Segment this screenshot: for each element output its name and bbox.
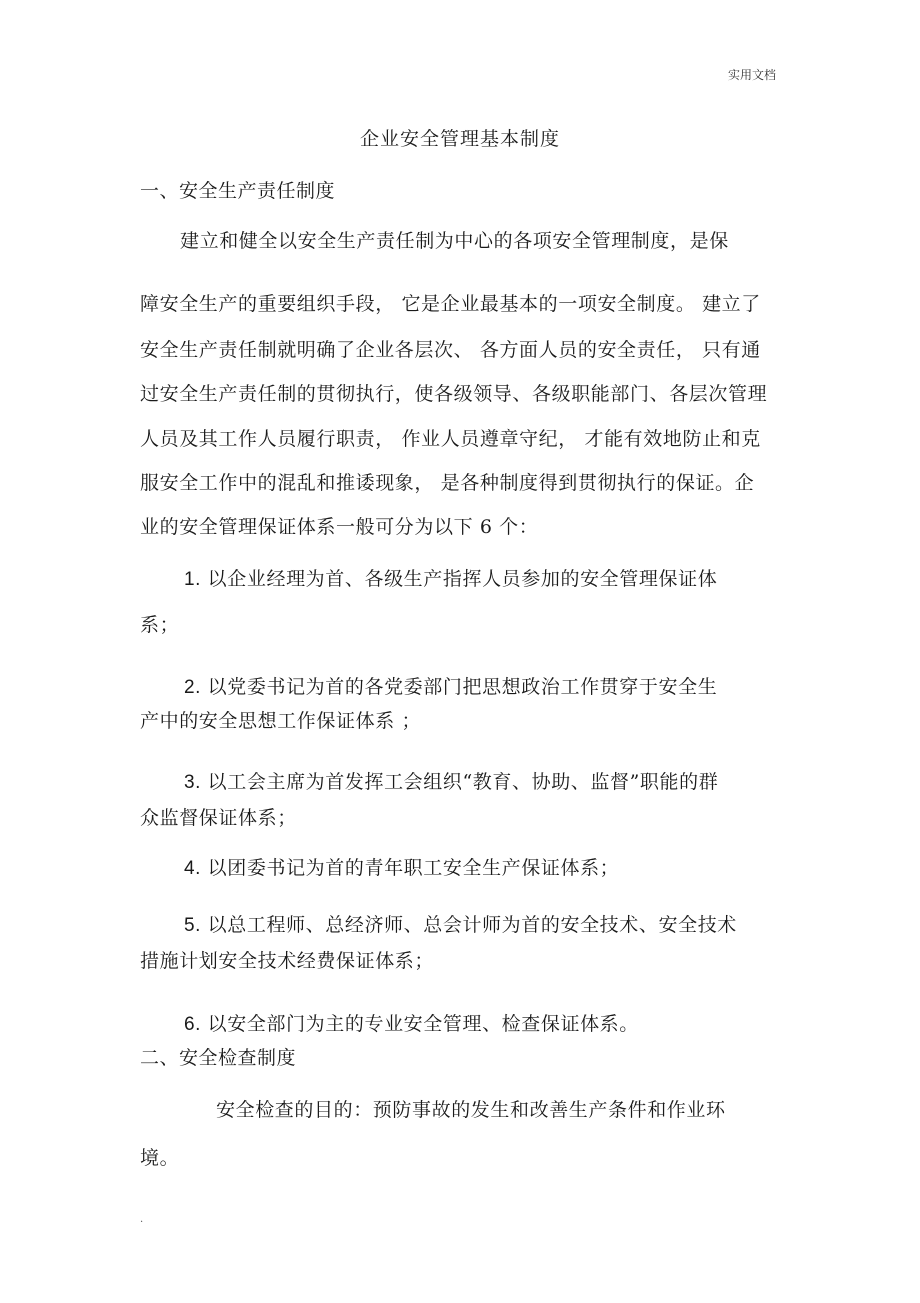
list-text: 以总工程师、总经济师、总会计师为首的安全技术、安全技术 [201,914,737,936]
list-text: 以安全部门为主的专业安全管理、检查保证体系。 [201,1013,639,1035]
list-item-1 [184,564,717,591]
section-heading-2: 二、安全检查制度 [140,1047,297,1069]
list-item-4 [184,853,619,880]
list-item-2 [184,672,717,699]
list-item-2-cont: 产中的安全思想工作保证体系 ； [140,710,422,732]
list-number: 4. [184,858,202,879]
list-item-1-cont: 系； [140,614,180,636]
list-item-5-cont: 措施计划安全技术经费保证体系； [140,950,435,972]
list-item-3 [184,767,718,794]
list-number: 1. [184,569,202,590]
list-number: 5. [184,915,202,936]
list-text: 以团委书记为首的青年职工安全生产保证体系； [201,857,620,879]
footer-mark: . [140,1214,144,1225]
paragraph-line: 障安全生产的重要组织手段， 它是企业最基本的一项安全制度。 建立了 [140,293,761,315]
list-text: 以党委书记为首的各党委部门把思想政治工作贯穿于安全生 [201,676,718,698]
list-number: 3. [184,772,202,793]
paragraph-line: 业的安全管理保证体系一般可分为以下 6 个： [140,516,539,538]
list-item-5 [184,910,737,937]
list-text: 以企业经理为首、各级生产指挥人员参加的安全管理保证体 [201,568,718,590]
paragraph-line: 安全检查的目的：预防事故的发生和改善生产条件和作业环 [216,1099,726,1121]
document-title: 企业安全管理基本制度 [359,128,560,150]
list-item-3-cont: 众监督保证体系； [140,807,297,829]
paragraph-line: 过安全生产责任制的贯彻执行，使各级领导、各级职能部门、各层次管理 [140,383,768,405]
paragraph-line: 人员及其工作人员履行职责， 作业人员遵章守纪， 才能有效地防止和克 [140,428,761,450]
paragraph-line: 服安全工作中的混乱和推诿现象， 是各种制度得到贯彻执行的保证。企 [140,472,755,494]
paragraph-line: 境。 [140,1147,180,1169]
section-heading-1: 一、安全生产责任制度 [140,180,336,202]
paragraph-line: 安全生产责任制就明确了企业各层次、 各方面人员的安全责任， 只有通 [140,339,761,361]
paragraph-line: 建立和健全以安全生产责任制为中心的各项安全管理制度，是保 [180,230,729,252]
list-number: 6. [184,1014,202,1035]
list-number: 2. [184,677,202,698]
header-tag: 实用文档 [727,68,776,82]
list-text: 以工会主席为首发挥工会组织“教育、协助、监督”职能的群 [201,771,719,793]
list-item-6 [184,1009,639,1036]
